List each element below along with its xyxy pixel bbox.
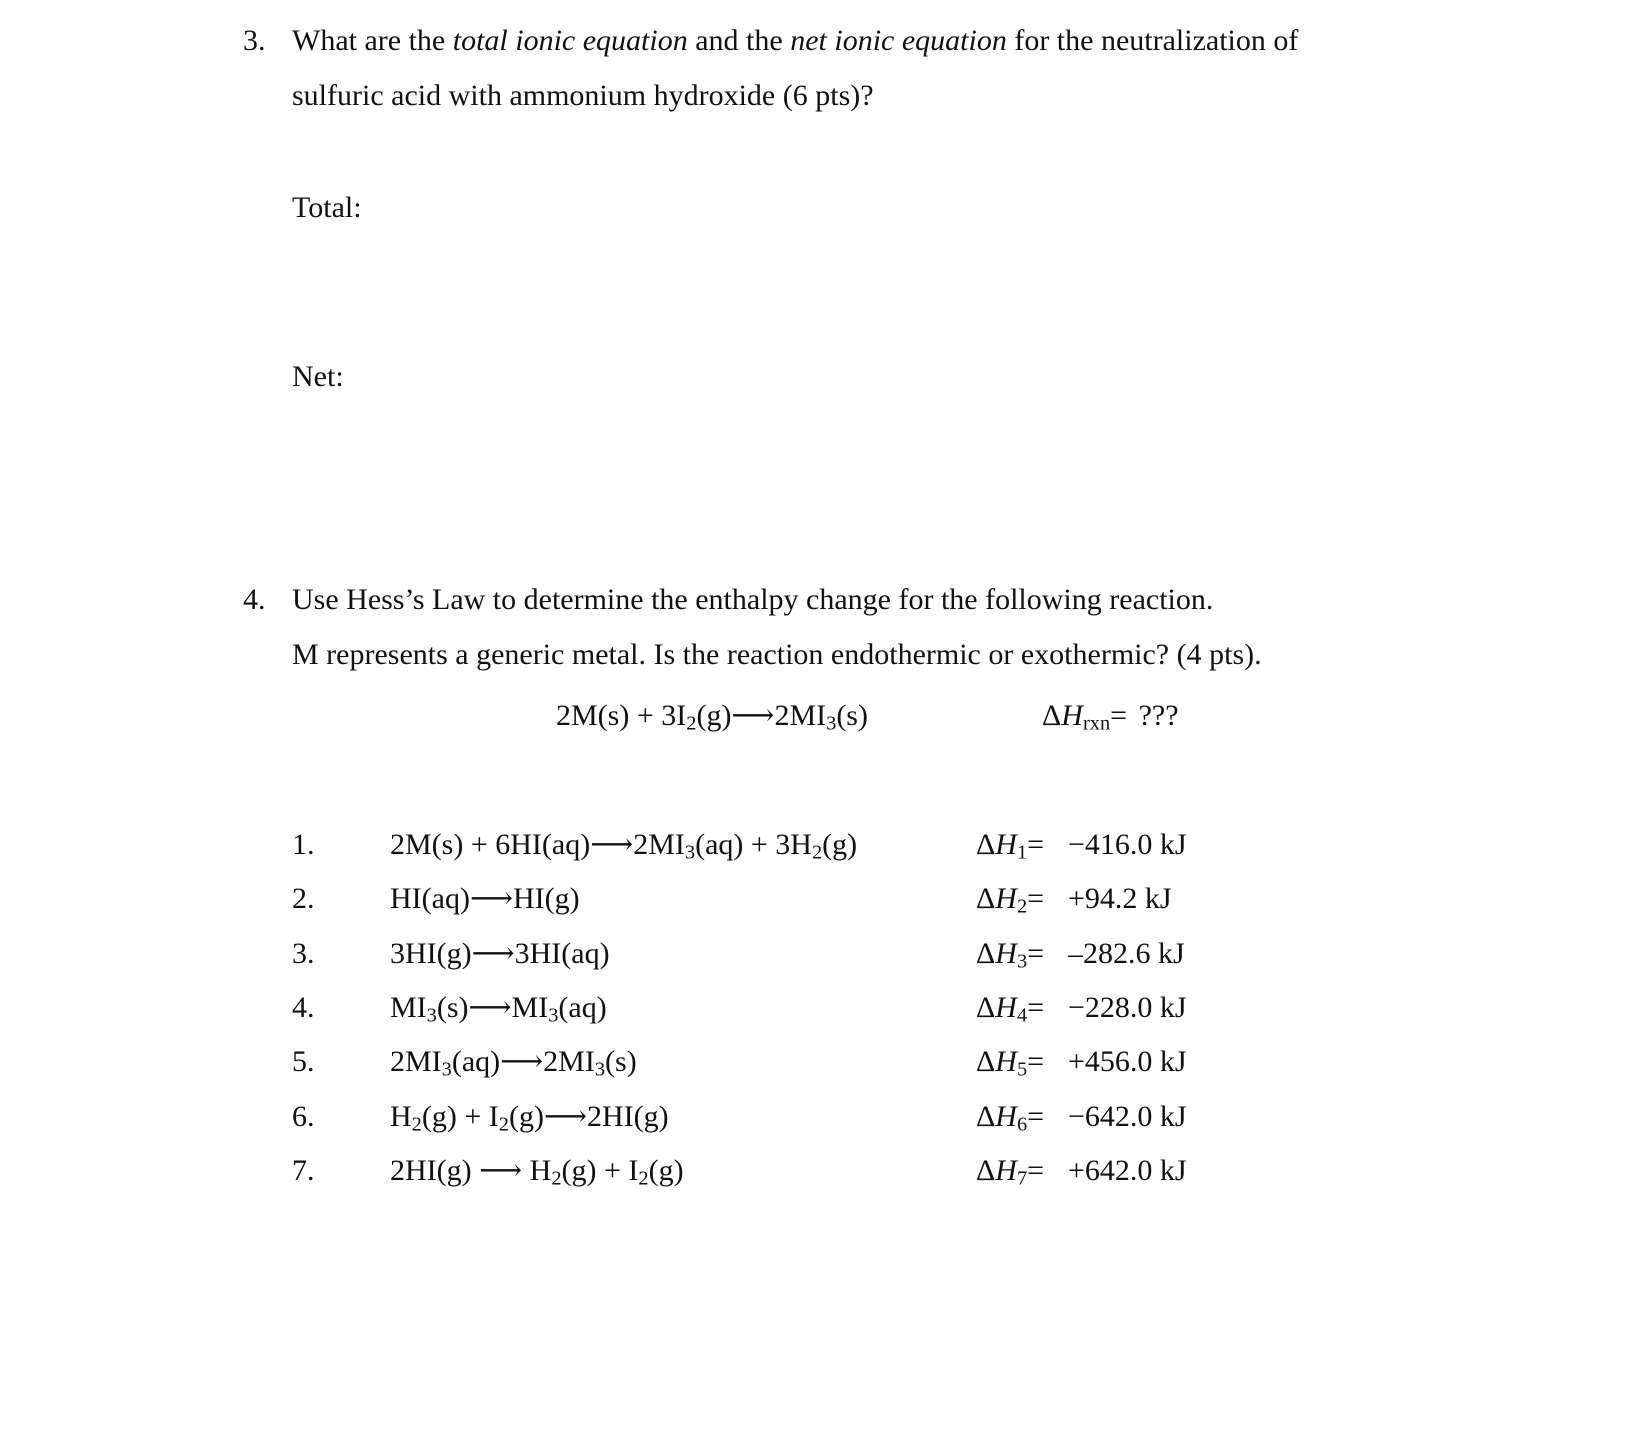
reaction-equation [390, 1045, 637, 1081]
reaction-equation [390, 1154, 684, 1190]
reaction-subscript: 3 [684, 841, 696, 864]
delta-symbol: Δ [976, 828, 996, 861]
target-reaction [556, 699, 868, 735]
reaction-part: (g) + I [561, 1154, 639, 1187]
reaction-part: (s) [605, 1045, 637, 1078]
question-3-line-1 [292, 26, 1298, 56]
enthalpy-subscript: 4 [1016, 1004, 1028, 1027]
question-3-italic-net-ionic: net ionic equation [790, 24, 1007, 57]
question-3-number: 3. [243, 24, 266, 57]
reaction-enthalpy-value: −642.0 kJ [1068, 1100, 1187, 1133]
question-4-line-1: Use Hess’s Law to determine the enthalpy change for the following reaction. [292, 583, 1214, 616]
reaction-enthalpy-value: −228.0 kJ [1068, 991, 1187, 1024]
enthalpy-symbol: H [995, 1100, 1017, 1133]
target-reaction-part: (s) [836, 699, 868, 732]
reaction-enthalpy-label [976, 828, 1045, 864]
equals-sign: = [1027, 937, 1045, 970]
target-reaction-part: 2M(s) + 3I [556, 699, 687, 732]
reaction-enthalpy-label [976, 937, 1045, 973]
reaction-part: 3HI(g)⟶3HI(aq) [390, 937, 610, 970]
equals-sign: = [1027, 828, 1045, 861]
enthalpy-symbol: H [995, 1154, 1017, 1187]
reaction-enthalpy-label [976, 991, 1045, 1027]
reaction-equation [390, 828, 858, 864]
question-3-italic-total-ionic: total ionic equation [452, 24, 688, 57]
question-3-text-a: What are the [292, 24, 453, 57]
reaction-part: (s)⟶MI [436, 991, 549, 1024]
reaction-number: 6. [292, 1100, 315, 1133]
reaction-enthalpy-label [976, 1045, 1045, 1081]
reaction-enthalpy-value: +642.0 kJ [1068, 1154, 1187, 1187]
net-label: Net: [292, 360, 344, 393]
reaction-enthalpy-value: +456.0 kJ [1068, 1045, 1187, 1078]
enthalpy-symbol: H [995, 991, 1017, 1024]
enthalpy-symbol: H [995, 937, 1017, 970]
reaction-subscript: 2 [411, 1113, 422, 1136]
reaction-equation [390, 1100, 669, 1136]
reaction-part: (aq)⟶2MI [451, 1045, 595, 1078]
reaction-number: 4. [292, 991, 315, 1024]
target-reaction-subscript: 3 [826, 712, 837, 735]
reaction-enthalpy-value: +94.2 kJ [1068, 882, 1172, 915]
reaction-subscript: 3 [548, 1004, 559, 1027]
enthalpy-symbol: H [995, 828, 1017, 861]
question-3-line-2: sulfuric acid with ammonium hydroxide (6 pts)? [292, 79, 874, 112]
enthalpy-symbol: H [995, 882, 1017, 915]
delta-symbol: Δ [976, 1045, 996, 1078]
delta-symbol: Δ [976, 937, 996, 970]
enthalpy-symbol: H [1061, 699, 1083, 732]
enthalpy-symbol: H [995, 1045, 1017, 1078]
reaction-subscript: 3 [594, 1058, 606, 1081]
reaction-enthalpy-value: −416.0 kJ [1068, 828, 1187, 861]
enthalpy-subscript: 2 [1016, 895, 1028, 918]
reaction-part: MI [390, 991, 427, 1024]
reaction-enthalpy-label [976, 1100, 1045, 1136]
reaction-number: 7. [292, 1154, 315, 1187]
reaction-part: 2MI [390, 1045, 442, 1078]
question-4-number: 4. [243, 583, 266, 616]
reaction-subscript: 2 [551, 1167, 562, 1190]
delta-symbol: Δ [976, 882, 996, 915]
reaction-part: H [390, 1100, 412, 1133]
target-reaction-subscript: 2 [686, 712, 697, 735]
reaction-equation [390, 939, 610, 969]
reaction-part: 2HI(g) ⟶ H [390, 1154, 552, 1187]
reaction-number: 1. [292, 828, 315, 861]
question-3-text-c: for the neutralization of [1006, 24, 1299, 57]
enthalpy-subscript: 6 [1016, 1113, 1028, 1136]
reaction-part: (g) [648, 1154, 684, 1187]
reaction-part: HI(aq)⟶HI(g) [390, 882, 580, 915]
target-enthalpy-value: ??? [1138, 699, 1179, 732]
rxn-subscript: rxn [1082, 712, 1111, 735]
reaction-part: (aq) [558, 991, 607, 1024]
reaction-part: (g)⟶2HI(g) [508, 1100, 669, 1133]
reaction-part: (g) + I [421, 1100, 499, 1133]
total-label: Total: [292, 191, 362, 224]
equals-sign: = [1027, 1100, 1045, 1133]
question-3-text-b: and the [687, 24, 791, 57]
equals-sign: = [1027, 1154, 1045, 1187]
delta-symbol: Δ [1042, 699, 1062, 732]
reaction-enthalpy-label [976, 882, 1045, 918]
reaction-enthalpy-label [976, 1154, 1045, 1190]
enthalpy-subscript: 3 [1016, 950, 1028, 973]
equals-sign: = [1027, 1045, 1045, 1078]
equals-sign: = [1110, 699, 1135, 732]
reaction-part: (aq) + 3H [695, 828, 812, 861]
target-enthalpy [1042, 699, 1179, 735]
reaction-number: 3. [292, 937, 315, 970]
enthalpy-subscript: 5 [1016, 1058, 1028, 1081]
question-4-line-2: M represents a generic metal. Is the reaction endothermic or exothermic? (4 pts). [292, 638, 1262, 671]
reaction-subscript: 3 [441, 1058, 452, 1081]
enthalpy-subscript: 1 [1016, 841, 1028, 864]
reaction-subscript: 2 [498, 1113, 509, 1136]
equals-sign: = [1027, 991, 1045, 1024]
reaction-enthalpy-value: –282.6 kJ [1068, 937, 1185, 970]
reaction-number: 2. [292, 882, 315, 915]
reaction-equation [390, 884, 580, 914]
delta-symbol: Δ [976, 1154, 996, 1187]
reaction-subscript: 2 [811, 841, 823, 864]
target-reaction-part: (g)⟶2MI [696, 699, 827, 732]
reaction-number: 5. [292, 1045, 315, 1078]
equals-sign: = [1027, 882, 1045, 915]
reaction-subscript: 2 [638, 1167, 649, 1190]
reaction-subscript: 3 [426, 1004, 437, 1027]
reaction-equation [390, 991, 607, 1027]
delta-symbol: Δ [976, 991, 996, 1024]
reaction-part: 2M(s) + 6HI(aq)⟶2MI [390, 828, 685, 861]
delta-symbol: Δ [976, 1100, 996, 1133]
reaction-part: (g) [822, 828, 858, 861]
enthalpy-subscript: 7 [1016, 1167, 1028, 1190]
